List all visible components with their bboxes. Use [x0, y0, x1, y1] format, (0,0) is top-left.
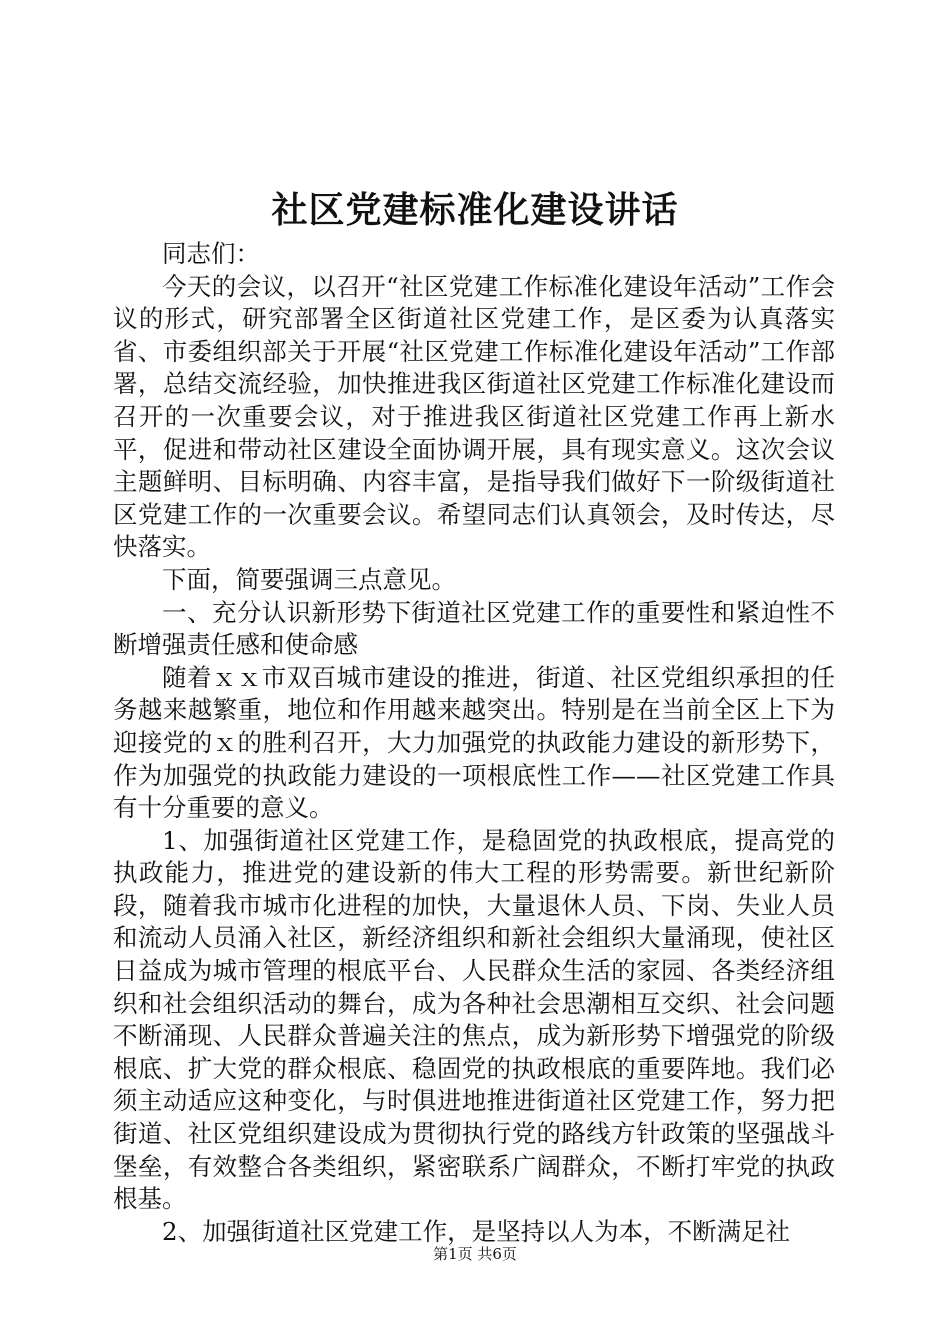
paragraph-greeting: 同志们： [162, 239, 260, 268]
paragraph-section-heading-1: 一、充分认识新形势下街道社区党建工作的重要性和紧迫性不断增强责任感和使命感 [113, 597, 835, 660]
paragraph-points-intro: 下面，简要强调三点意见。 [162, 564, 456, 594]
paragraph-point-1: 1、加强街道社区党建工作，是稳固党的执政根底，提高党的执政能力，推进党的建设新的伟大工程的形势需要。新世纪新阶段，随着我市城市化进程的加快，大量退休人员、下岗、失业人员和流动人员涌入社区，新经济组织和新社会组织大量涌现，使社区日益成为城市管理的根底平台、人民群众生活的家园、各类经济组织和社会组织活动的舞台，成为各种社会思潮相互交织、社会问题不断涌现、人民群众普遍关注的焦点，成为新形势下增强党的阶级根底、扩大党的群众根底、稳固党的执政根底的重要阵地。我们必须主动适应这种变化，与时俱进地推进街道社区党建工作，努力把街道、社区党组织建设成为贯彻执行党的路线方针政策的坚强战斗堡垒，有效整合各类组织，紧密联系广阔群众，不断打牢党的执政根基。 [113, 825, 835, 1214]
paragraph-intro: 今天的会议，以召开“社区党建工作标准化建设年活动”工作会议的形式，研究部署全区街道社区党建工作，是区委为认真落实省、市委组织部关于开展“社区党建工作标准化建设年活动”工作部署，总结交流经验，加快推进我区街道社区党建工作标准化建设而召开的一次重要会议，对于推进我区街道社区党建工作再上新水平，促进和带动社区建设全面协调开展，具有现实意义。这次会议主题鲜明、目标明确、内容丰富，是指导我们做好下一阶级街道社区党建工作的一次重要会议。希望同志们认真领会，及时传达，尽快落实。 [113, 271, 835, 562]
paragraph-section-1-body: 随着ｘｘ市双百城市建设的推进，街道、社区党组织承担的任务越来越繁重，地位和作用越来越突出。特别是在当前全区上下为迎接党的ｘ的胜利召开，大力加强党的执政能力建设的新形势下，作为加强党的执政能力建设的一项根底性工作——社区党建工作具有十分重要的意义。 [113, 662, 835, 823]
document-body [113, 238, 835, 1248]
document-title: 社区党建标准化建设讲话 [271, 189, 679, 231]
paragraph-point-2: 2、加强街道社区党建工作，是坚持以人为本，不断满足社 [162, 1216, 791, 1246]
page-number-footer: 第1页 共6页 [433, 1245, 517, 1263]
